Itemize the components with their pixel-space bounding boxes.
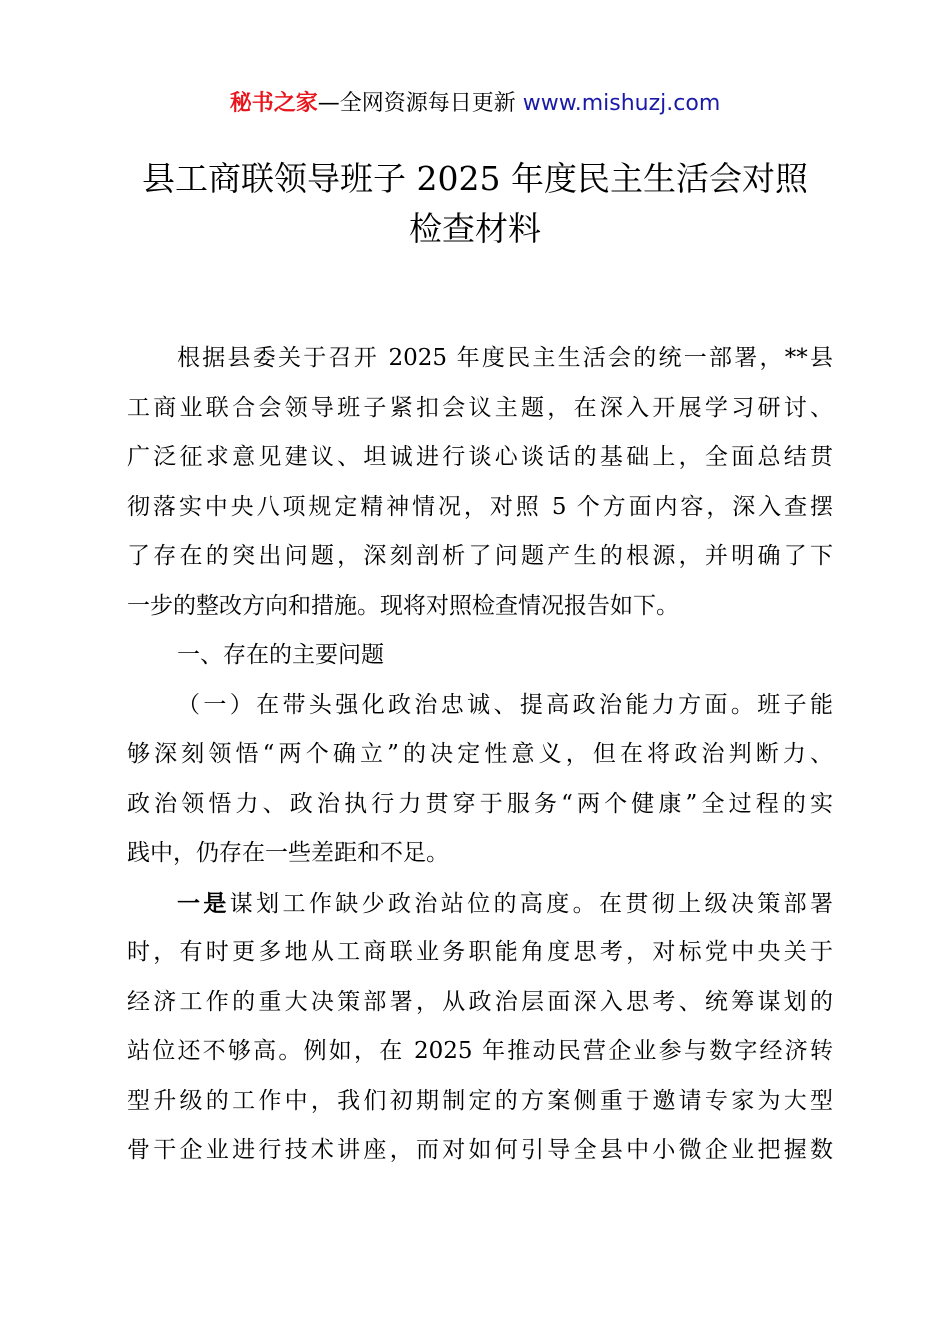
text-line: 了存在的突出问题，深刻剖析了问题产生的根源，并明确了下 (127, 543, 833, 569)
text-line: （一）在带头强化政治忠诚、提高政治能力方面。班子能 (177, 691, 833, 718)
site-brand: 秘书之家 (229, 91, 318, 116)
text-line: 站位还不够高。例如，在 2025 年推动民营企业参与数字经济转 (127, 1038, 833, 1064)
point-paragraph-1 (127, 879, 833, 1176)
text-line: 够深刻领悟“两个确立”的决定性意义，但在将政治判断力、 (127, 741, 833, 767)
site-header (0, 88, 950, 120)
text-line: 骨干企业进行技术讲座，而对如何引导全县中小微企业把握数 (127, 1137, 833, 1163)
point-first-line-text: 谋划工作缺少政治站位的高度。在贯彻上级决策部署 (229, 890, 833, 917)
text-line: 一步的整改方向和措施。现将对照检查情况报告如下。 (127, 592, 679, 619)
section-heading-1 (127, 631, 833, 681)
document-title-line-1: 县工商联领导班子 2025 年度民主生活会对照 (142, 159, 808, 198)
text-line: 践中，仍存在一些差距和不足。 (127, 840, 449, 866)
intro-paragraph (127, 334, 833, 631)
subsection-paragraph-1 (127, 681, 833, 879)
section-heading-text: 一、存在的主要问题 (177, 642, 384, 668)
text-line: 彻落实中央八项规定精神情况，对照 5 个方面内容，深入查摆 (127, 493, 833, 520)
text-line: 工商业联合会领导班子紧扣会议主题，在深入开展学习研讨、 (127, 394, 833, 421)
document-title (110, 154, 840, 254)
site-tagline: —全网资源每日更新 (317, 91, 523, 116)
text-line: 政治领悟力、政治执行力贯穿于服务“两个健康”全过程的实 (127, 790, 833, 817)
site-url-link[interactable]: www.mishuzj.com (522, 91, 721, 116)
text-line: 经济工作的重大决策部署，从政治层面深入思考、统筹谋划的 (127, 988, 833, 1015)
text-line: 根据县委关于召开 2025 年度民主生活会的统一部署，**县 (177, 345, 833, 371)
text-line: 广泛征求意见建议、坦诚进行谈心谈话的基础上，全面总结贯 (127, 444, 833, 470)
point-lead: 一是 (177, 889, 230, 917)
text-line: 型升级的工作中，我们初期制定的方案侧重于邀请专家为大型 (127, 1087, 833, 1114)
document-title-line-2: 检查材料 (409, 209, 541, 248)
text-line: 时，有时更多地从工商联业务职能角度思考，对标党中央关于 (127, 939, 833, 965)
document-body (127, 334, 833, 1176)
text-line (127, 879, 833, 929)
